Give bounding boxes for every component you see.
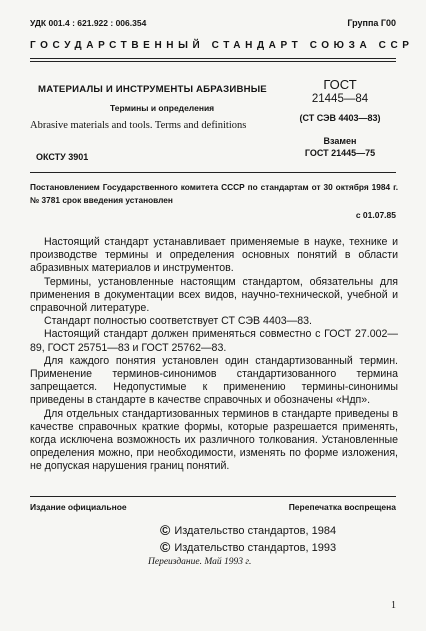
english-title: Abrasive materials and tools. Terms and definitions <box>30 120 247 131</box>
footer-rule <box>30 496 396 497</box>
page-number: 1 <box>391 600 396 611</box>
document-title: МАТЕРИАЛЫ И ИНСТРУМЕНТЫ АБРАЗИВНЫЕ <box>38 84 267 95</box>
body-text <box>30 236 398 474</box>
copyright-1993-text: Издательство стандартов, 1993 <box>174 542 337 554</box>
title-block-rule <box>30 172 396 173</box>
paragraph: Настоящий стандарт устанавливает применяемые в науке, технике и производстве термины и определения основных понятий в области абразивных материалов и инструментов. <box>30 236 398 275</box>
copyright-icon: © <box>160 522 171 538</box>
reprint-prohibited: Перепечатка воспрещена <box>288 502 396 512</box>
copyright-icon: © <box>160 539 171 555</box>
okstu-code: ОКСТУ 3901 <box>36 152 89 162</box>
reprint-note: Переиздание. Май 1993 г. <box>148 557 252 567</box>
copyright-1993 <box>160 538 336 554</box>
udk-code: УДК 001.4 : 621.922 : 006.354 <box>30 18 147 28</box>
paragraph: Настоящий стандарт должен применяться совместно с ГОСТ 27.002—89, ГОСТ 25751—83 и ГОСТ 25762—83. <box>30 328 398 354</box>
paragraph: Стандарт полностью соответствует СТ СЭВ 4403—83. <box>44 315 312 328</box>
st-sev-reference: (СТ СЭВ 4403—83) <box>299 113 381 123</box>
replaces-label: Взамен <box>323 136 357 146</box>
paragraph: Для отдельных стандартизованных терминов в стандарте приведены в качестве справочных краткие формы, которые разрешается применять, когда исключена возможность их различного толкования. Установленные определения можно, при необходимости, изменять по форме изложения, не допуская нарушения границ понятий. <box>30 407 398 473</box>
effective-date: с 01.07.85 <box>355 210 396 220</box>
group-code: Группа Г00 <box>347 18 396 28</box>
document-subtitle: Термины и определения <box>110 103 215 113</box>
replaced-standard: ГОСТ 21445—75 <box>304 148 376 158</box>
copyright-1984 <box>160 521 336 537</box>
official-edition: Издание официальное <box>30 502 127 512</box>
copyright-1984-text: Издательство стандартов, 1984 <box>174 525 337 537</box>
decree-text: Постановлением Государственного комитета СССР по стандартам от 30 октября 1984 г. № 3781 срок введения установлен <box>30 182 398 205</box>
header-rule-top <box>30 58 396 59</box>
gost-label: ГОСТ <box>323 77 357 92</box>
header-rule-bottom <box>30 61 396 62</box>
paragraph: Для каждого понятия установлен один стандартизованный термин. Применение терминов-синонимов стандартизованного термина запрещается. Недопустимые к применению термины-синонимы приведены в стандарте в качестве справочных и обозначены «Ндп». <box>30 354 398 407</box>
state-standard-banner: ГОСУДАРСТВЕННЫЙ СТАНДАРТ СОЮЗА ССР <box>30 40 414 51</box>
paragraph: Термины, установленные настоящим стандартом, обязательны для применения в документации всех видов, научно-технической, учебной и справочной литературе. <box>30 275 398 315</box>
gost-number: 21445—84 <box>311 93 369 105</box>
